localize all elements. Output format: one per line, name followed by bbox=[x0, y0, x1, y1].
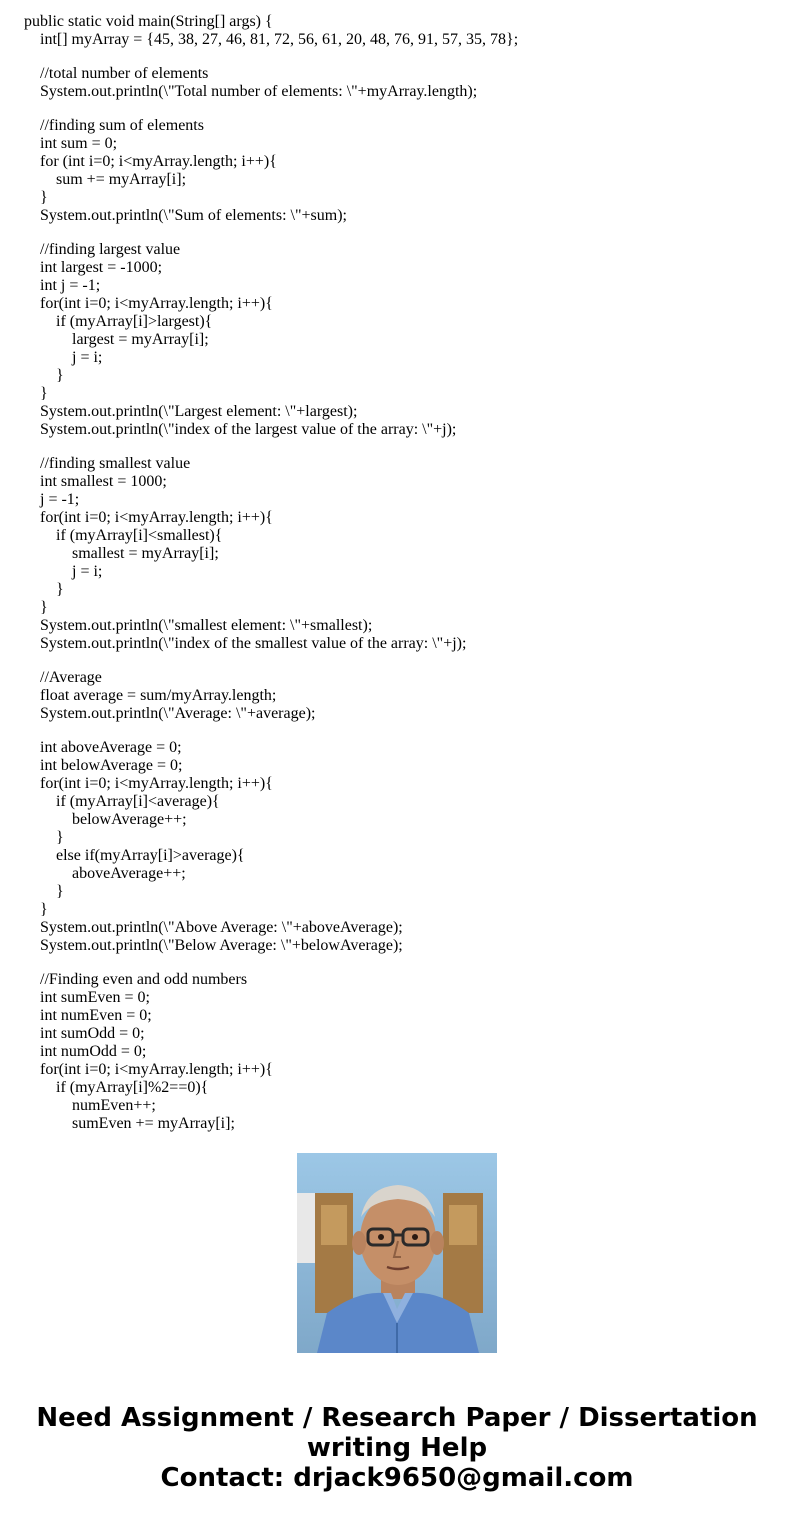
code-line: //total number of elements bbox=[24, 65, 209, 82]
code-line: if (myArray[i]<average){ bbox=[24, 793, 220, 810]
code-line: System.out.println(\"Above Average: \"+aboveAverage); bbox=[24, 919, 403, 936]
code-line bbox=[24, 49, 784, 65]
code-line: //finding smallest value bbox=[24, 455, 191, 472]
code-line: float average = sum/myArray.length; bbox=[24, 687, 277, 704]
code-line bbox=[24, 723, 784, 739]
code-line: int j = -1; bbox=[24, 277, 101, 294]
code-line: } bbox=[24, 901, 48, 918]
code-line: System.out.println(\"Total number of elements: \"+myArray.length); bbox=[24, 83, 478, 100]
code-line: System.out.println(\"Average: \"+average); bbox=[24, 705, 316, 722]
code-line: System.out.println(\"smallest element: \"+smallest); bbox=[24, 617, 373, 634]
code-line: if (myArray[i]>largest){ bbox=[24, 313, 213, 330]
code-line: //finding sum of elements bbox=[24, 117, 204, 134]
code-line: int sum = 0; bbox=[24, 135, 118, 152]
promo-contact: Contact: drjack9650@gmail.com bbox=[160, 1463, 634, 1493]
code-line bbox=[24, 439, 784, 455]
code-line: j = -1; bbox=[24, 491, 80, 508]
code-line: } bbox=[24, 367, 64, 384]
promo-banner bbox=[0, 1403, 794, 1493]
code-line: int sumOdd = 0; bbox=[24, 1025, 145, 1042]
code-line bbox=[24, 225, 784, 241]
code-line bbox=[24, 955, 784, 971]
promo-line-2: writing Help bbox=[306, 1433, 488, 1463]
code-line: int sumEven = 0; bbox=[24, 989, 150, 1006]
code-line: } bbox=[24, 883, 64, 900]
code-line: int numEven = 0; bbox=[24, 1007, 152, 1024]
code-line: if (myArray[i]<smallest){ bbox=[24, 527, 223, 544]
code-line: int aboveAverage = 0; bbox=[24, 739, 182, 756]
code-line: j = i; bbox=[24, 563, 103, 580]
code-line: //Average bbox=[24, 669, 102, 686]
code-line: System.out.println(\"index of the smallest value of the array: \"+j); bbox=[24, 635, 467, 652]
code-line: belowAverage++; bbox=[24, 811, 187, 828]
code-line: } bbox=[24, 599, 48, 616]
code-line: } bbox=[24, 829, 64, 846]
promo-line-1: Need Assignment / Research Paper / Dissertation bbox=[36, 1403, 758, 1433]
code-line: //finding largest value bbox=[24, 241, 181, 258]
code-line: int belowAverage = 0; bbox=[24, 757, 183, 774]
code-line: System.out.println(\"Below Average: \"+belowAverage); bbox=[24, 937, 403, 954]
author-avatar bbox=[297, 1153, 497, 1353]
code-line: System.out.println(\"Largest element: \"+largest); bbox=[24, 403, 358, 420]
code-line: for(int i=0; i<myArray.length; i++){ bbox=[24, 295, 273, 312]
code-line bbox=[24, 653, 784, 669]
code-line: System.out.println(\"Sum of elements: \"+sum); bbox=[24, 207, 347, 224]
code-line: for (int i=0; i<myArray.length; i++){ bbox=[24, 153, 277, 170]
code-line: System.out.println(\"index of the largest value of the array: \"+j); bbox=[24, 421, 457, 438]
code-line: int smallest = 1000; bbox=[24, 473, 167, 490]
code-listing bbox=[24, 13, 784, 1132]
code-line: public static void main(String[] args) { bbox=[24, 13, 273, 30]
code-line: } bbox=[24, 189, 48, 206]
code-line: largest = myArray[i]; bbox=[24, 331, 209, 348]
code-line: sumEven += myArray[i]; bbox=[24, 1115, 235, 1132]
code-line: //Finding even and odd numbers bbox=[24, 971, 248, 988]
code-line: int largest = -1000; bbox=[24, 259, 163, 276]
code-line: for(int i=0; i<myArray.length; i++){ bbox=[24, 1061, 273, 1078]
code-line: int[] myArray = {45, 38, 27, 46, 81, 72, 56, 61, 20, 48, 76, 91, 57, 35, 78}; bbox=[24, 31, 519, 48]
code-line: smallest = myArray[i]; bbox=[24, 545, 219, 562]
code-line: int numOdd = 0; bbox=[24, 1043, 147, 1060]
code-line: j = i; bbox=[24, 349, 103, 366]
code-line: for(int i=0; i<myArray.length; i++){ bbox=[24, 775, 273, 792]
code-line bbox=[24, 101, 784, 117]
code-line: if (myArray[i]%2==0){ bbox=[24, 1079, 209, 1096]
code-line: sum += myArray[i]; bbox=[24, 171, 187, 188]
code-line: aboveAverage++; bbox=[24, 865, 186, 882]
person-photo-icon bbox=[297, 1153, 497, 1353]
code-line: } bbox=[24, 385, 48, 402]
code-line: } bbox=[24, 581, 64, 598]
code-line: else if(myArray[i]>average){ bbox=[24, 847, 245, 864]
code-line: for(int i=0; i<myArray.length; i++){ bbox=[24, 509, 273, 526]
code-line: numEven++; bbox=[24, 1097, 156, 1114]
